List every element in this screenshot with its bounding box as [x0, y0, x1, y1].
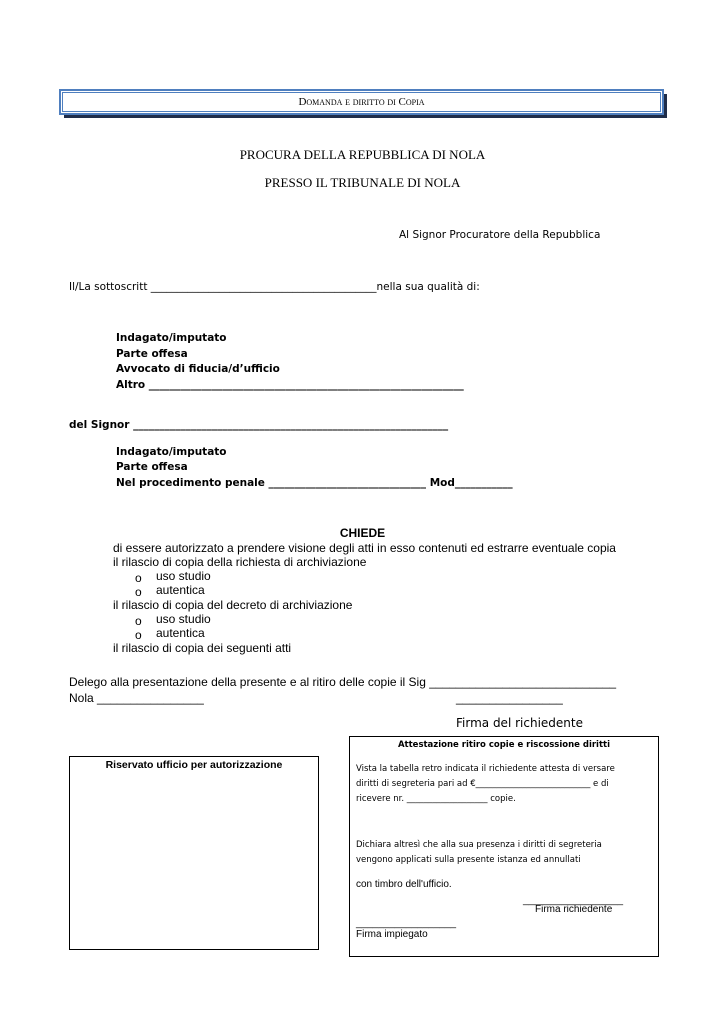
- attestazione-p1-line1: Vista la tabella retro indicata il richiedente attesta di versare: [356, 764, 615, 774]
- riservato-box: [69, 756, 319, 950]
- header-title: Domanda e diritto di Copia: [298, 96, 425, 108]
- attestazione-p2-line2: vengono applicati sulla presente istanza ed annullati: [356, 855, 581, 865]
- del-signor-line: del Signor ____________________________________________________________: [69, 419, 449, 431]
- signer-line: Il/La sottoscritt ___________________________________________nella sua qualità di:: [69, 281, 480, 293]
- sub-uso-studio: uso studio: [156, 612, 211, 626]
- sub-uso-studio: uso studio: [156, 569, 211, 583]
- delega-nola: Nola ________________: [69, 691, 204, 705]
- sub-bullet-icon: o: [135, 585, 142, 599]
- delega-line-1: Delego alla presentazione della presente e al ritiro delle copie il Sig ____________________________: [69, 675, 617, 689]
- attestazione-timbro: con timbro dell'ufficio.: [356, 879, 452, 890]
- richiedente-sign-line: __________________: [523, 895, 624, 906]
- office-line-1: PROCURA DELLA REPUBBLICA DI NOLA: [239, 147, 486, 162]
- attestazione-title: Attestazione ritiro copie e riscossione diritti: [397, 740, 611, 750]
- quality-avvocato: Avvocato di fiducia/d’ufficio: [116, 363, 280, 375]
- chiede-heading: CHIEDE: [339, 526, 386, 540]
- firma-impiegato-label: Firma impiegato: [356, 929, 428, 940]
- attestazione-p1-line3: ricevere nr. ___________________ copie.: [356, 794, 516, 804]
- role-indagato: Indagato/imputato: [116, 446, 227, 458]
- attestazione-p2-line1: Dichiara altresì che alla sua presenza i diritti di segreteria: [356, 840, 602, 850]
- firma-richiedente-box-label: Firma richiedente: [535, 904, 613, 915]
- delega-sign-line: ________________: [456, 691, 563, 705]
- procedimento-line: Nel procedimento penale ______________________________ Mod___________: [116, 477, 513, 489]
- addressee: Al Signor Procuratore della Repubblica: [399, 229, 601, 241]
- role-parte-offesa: Parte offesa: [116, 461, 188, 473]
- sub-bullet-icon: o: [135, 628, 142, 642]
- firma-richiedente-label: Firma del richiedente: [456, 716, 583, 730]
- riservato-title: Riservato ufficio per autorizzazione: [105, 759, 283, 771]
- impiegato-sign-line: __________________: [356, 918, 457, 929]
- sub-bullet-icon: o: [135, 614, 142, 628]
- sub-autentica: autentica: [156, 583, 205, 597]
- option-decreto-archiviazione: il rilascio di copia del decreto di archiviazione: [113, 598, 353, 612]
- attestazione-p1-line2: diritti di segreteria pari ad €___________________________ e di: [356, 779, 609, 789]
- quality-parte-offesa: Parte offesa: [116, 348, 188, 360]
- sub-bullet-icon: o: [135, 571, 142, 585]
- option-richiesta-archiviazione: il rilascio di copia della richiesta di archiviazione: [113, 555, 367, 569]
- office-line-2: PRESSO IL TRIBUNALE DI NOLA: [264, 175, 461, 190]
- header-box: [59, 89, 664, 115]
- attestazione-box: [349, 736, 659, 957]
- option-visione: di essere autorizzato a prendere visione degli atti in esso contenuti ed estrarre eventuale copia: [113, 541, 616, 555]
- quality-altro: Altro ____________________________________________________________: [116, 379, 464, 391]
- sub-autentica: autentica: [156, 626, 205, 640]
- option-seguenti-atti: il rilascio di copia dei seguenti atti: [113, 641, 292, 655]
- quality-indagato: Indagato/imputato: [116, 332, 227, 344]
